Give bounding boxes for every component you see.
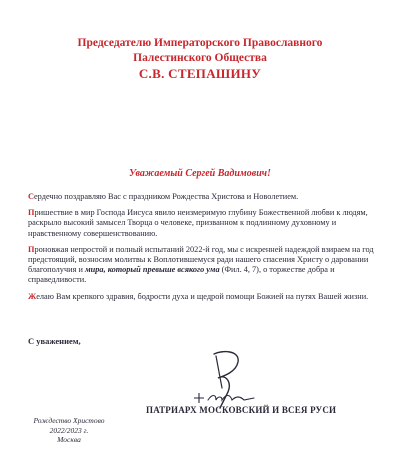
place-and-date bbox=[28, 416, 110, 445]
place-line-3: Москва bbox=[57, 435, 81, 444]
place-line-1: Рождество Христово bbox=[33, 416, 105, 425]
paragraph-3-quote: мира, который превыше всякого ума bbox=[84, 265, 220, 275]
addressee-line-2: Палестинского Общества bbox=[133, 52, 267, 64]
paragraph-4-text: елаю Вам крепкого здравия, бодрости духа и щедрой помощи Божией на путях Вашей жизни. bbox=[36, 291, 369, 301]
addressee-line-1: Председателю Императорского Православного bbox=[77, 37, 323, 49]
paragraph-2-text: ришествие в мир Господа Иисуса явило неизмеримую глубину Божественной любви к людям, раскрыло высокий замысел Творца о человеке, призванном к подлинному духовному и нравственному совершенствованию. bbox=[28, 208, 368, 238]
paragraph-3-text-a: роновжая непростой и полный испытаний 2022-й год, мы с искренней надеждой взираем на год предстоящий, возносим молитвы к Воплотившемуся ради нашего спасения Христу о даровании благополучия и bbox=[28, 244, 374, 275]
place-line-2: 2022/2023 г. bbox=[49, 425, 89, 435]
paragraph-2 bbox=[28, 208, 374, 239]
closing-regards: С уважением, bbox=[28, 336, 81, 346]
paragraph-4 bbox=[28, 292, 374, 302]
paragraph-1-initial: С bbox=[28, 192, 34, 201]
salutation: Уважаемый Сергей Вадимович! bbox=[129, 168, 271, 179]
addressee-name: С.В. СТЕПАШИНУ bbox=[138, 66, 262, 81]
paragraph-3-text-b: (Фил. 4, 7), о торжестве добра и справедливости. bbox=[28, 265, 335, 285]
paragraph-1 bbox=[28, 192, 374, 202]
addressee-block bbox=[40, 36, 360, 81]
paragraph-1-text: ердечно поздравляю Вас с праздником Рождества Христова и Новолетием. bbox=[34, 192, 299, 201]
paragraph-3-initial: П bbox=[28, 244, 35, 254]
paragraph-3 bbox=[28, 245, 374, 286]
paragraph-4-initial: Ж bbox=[28, 291, 37, 301]
letter-body bbox=[28, 192, 374, 308]
paragraph-2-initial: П bbox=[28, 208, 35, 218]
signer-title: ПАТРИАРХ МОСКОВСКИЙ И ВСЕЯ РУСИ bbox=[146, 405, 337, 415]
signature-image bbox=[192, 348, 272, 410]
